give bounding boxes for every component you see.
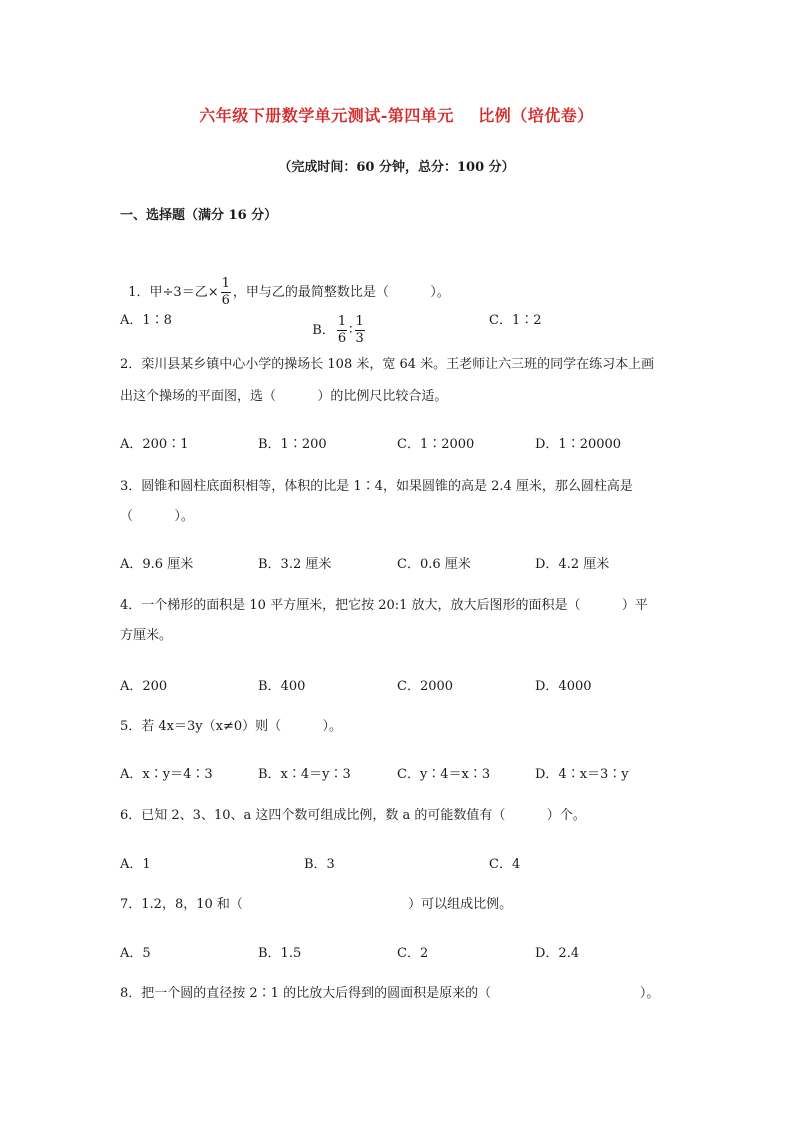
fraction (221, 276, 231, 309)
question-3-option-a[interactable]: A．9.6 厘米 (120, 557, 194, 572)
question-3-option-b[interactable]: B．3.2 厘米 (258, 557, 332, 572)
question-5-option-c[interactable]: C．y∶4＝x∶3 (397, 767, 491, 782)
question-1-option-c[interactable]: C．1∶2 (489, 313, 542, 328)
question-8-text: 8．把一个圆的直径按 2∶1 的比放大后得到的圆面积是原来的（ ）。 (120, 986, 660, 1001)
question-2-line-2: 出这个操场的平面图，选（ ）的比例尺比较合适。 (120, 389, 448, 404)
question-7-option-a[interactable]: A．5 (120, 946, 151, 961)
question-4-option-b[interactable]: B．400 (258, 679, 306, 694)
fraction-numerator: 1 (355, 314, 364, 329)
question-4-line-2: 方厘米。 (120, 628, 173, 643)
fraction (355, 314, 365, 347)
question-2-option-b[interactable]: B．1∶200 (258, 437, 327, 452)
question-5-option-b[interactable]: B．x∶4＝y∶3 (258, 767, 351, 782)
question-4-option-a[interactable]: A．200 (120, 679, 168, 694)
question-1-option-b[interactable] (304, 299, 367, 347)
page-title: 六年级下册数学单元测试-第四单元 比例（培优卷） (199, 106, 594, 125)
question-5-text: 5．若 4x＝3y（x≠0）则（ ）。 (120, 719, 342, 734)
question-4-line-1: 4．一个梯形的面积是 10 平方厘米，把它按 20:1 放大，放大后图形的面积是（ ）平 (120, 598, 648, 613)
question-2-line-1: 2．栾川县某乡镇中心小学的操场长 108 米，宽 64 米。王老师让六三班的同学在练习本上画 (120, 357, 655, 372)
question-3-line-1: 3．圆锥和圆柱底面积相等，体积的比是 1∶4，如果圆锥的高是 2.4 厘米，那么圆柱高是 (120, 479, 633, 494)
question-7-option-b[interactable]: B．1.5 (258, 946, 302, 961)
section-heading: 一、选择题（满分 16 分） (120, 208, 278, 223)
question-3-option-d[interactable]: D．4.2 厘米 (535, 557, 610, 572)
fraction (337, 314, 347, 347)
question-3-option-c[interactable]: C．0.6 厘米 (397, 557, 471, 572)
question-6-option-a[interactable]: A．1 (120, 857, 151, 872)
question-1-text-post: ，甲与乙的最简整数比是（ ）。 (232, 285, 450, 300)
fraction-numerator: 1 (337, 314, 347, 329)
question-4-option-c[interactable]: C．2000 (397, 679, 454, 694)
fraction-numerator: 1 (221, 276, 230, 291)
question-1 (120, 244, 680, 309)
question-7-option-d[interactable]: D．2.4 (535, 946, 580, 961)
fraction-denominator: 3 (355, 331, 364, 346)
question-5-option-d[interactable]: D．4∶x＝3∶y (535, 767, 629, 782)
question-1-text-pre: 1．甲÷3＝乙× (128, 285, 219, 300)
question-7-option-c[interactable]: C．2 (397, 946, 429, 961)
question-3-line-2: （ ）。 (120, 509, 194, 524)
question-7-text: 7．1.2，8，10 和（ ）可以组成比例。 (120, 897, 513, 912)
question-1-option-a[interactable]: A．1∶8 (120, 313, 172, 328)
option-b-label: B． (312, 323, 335, 338)
page-subtitle: （完成时间：60 分钟，总分：100 分） (278, 160, 515, 175)
question-4-option-d[interactable]: D．4000 (535, 679, 592, 694)
ratio-separator: ∶ (349, 323, 353, 338)
question-2-option-d[interactable]: D．1∶20000 (535, 437, 622, 452)
question-6-option-c[interactable]: C．4 (489, 857, 521, 872)
fraction-denominator: 6 (337, 331, 347, 346)
fraction-denominator: 6 (221, 293, 230, 308)
question-2-option-a[interactable]: A．200∶1 (120, 437, 189, 452)
question-6-option-b[interactable]: B．3 (304, 857, 335, 872)
question-2-option-c[interactable]: C．1∶2000 (397, 437, 475, 452)
question-5-option-a[interactable]: A．x∶y＝4∶3 (120, 767, 213, 782)
question-6-text: 6．已知 2、3、10、a 这四个数可组成比例，数 a 的可能数值有（ ）个。 (120, 808, 586, 823)
